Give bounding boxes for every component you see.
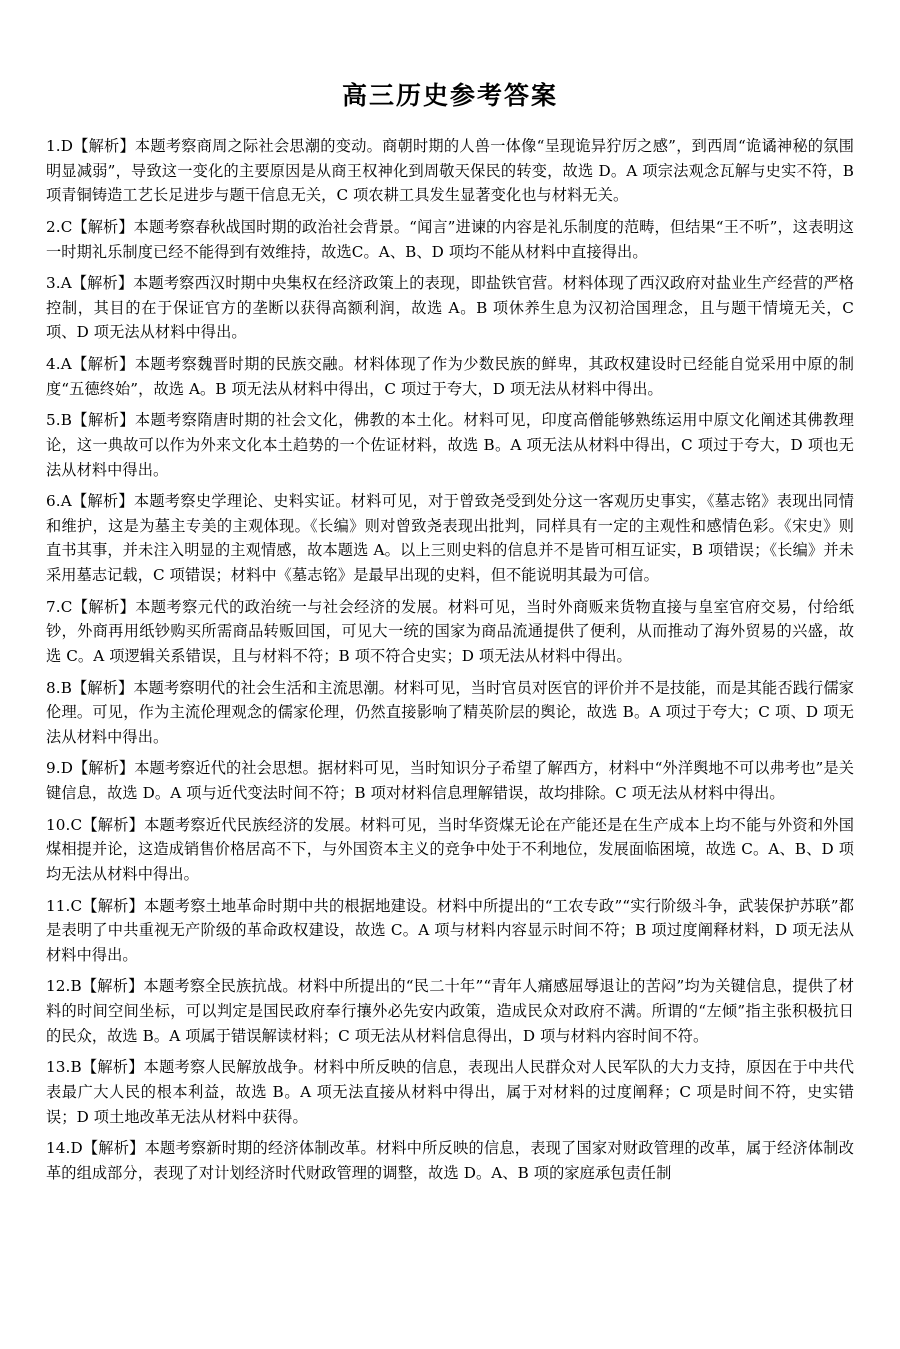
page-title: 高三历史参考答案: [341, 81, 558, 110]
answer-item: 12.B【解析】本题考察全民族抗战。材料中所提出的“民二十年”“青年人痛感屈辱退让的苦闷”均为关键信息，提供了材料的时间空间坐标，可以判定是国民政府奉行攘外必先安内政策，造成民众对政府不满。所谓的“左倾”指主张积极抗日的民众，故选 B。A 项属于错误解读材料；C 项无法从材料信息得出，D 项与材料内容时间不符。: [46, 977, 854, 1045]
answer-item: 2.C【解析】本题考察春秋战国时期的政治社会背景。“闻言”进谏的内容是礼乐制度的范畴，但结果“王不听”，这表明这一时期礼乐制度已经不能得到有效维持，故选C。A、B、D 项均不能从材料中直接得出。: [46, 217, 854, 261]
answer-item: 5.B【解析】本题考察隋唐时期的社会文化，佛教的本土化。材料可见，印度高僧能够熟练运用中原文化阐述其佛教理论，这一典故可以作为外来文化本土趋势的一个佐证材料，故选 B。A 项无法从材料中得出，C 项过于夸大，D 项也无法从材料中得出。: [46, 411, 854, 479]
answer-item: 13.B【解析】本题考察人民解放战争。材料中所反映的信息，表现出人民群众对人民军队的大力支持，原因在于中共代表最广大人民的根本利益，故选 B。A 项无法直接从材料中得出，属于对材料的过度阐释；C 项是时间不符，史实错误；D 项土地改革无法从材料中获得。: [46, 1058, 854, 1126]
answer-item: 9.D【解析】本题考察近代的社会思想。据材料可见，当时知识分子希望了解西方，材料中“外洋舆地不可以弗考也”是关键信息，故选 D。A 项与近代变法时间不符；B 项对材料信息理解错误，故均排除。C 项无法从材料中得出。: [46, 759, 854, 802]
answer-item: 14.D【解析】本题考察新时期的经济体制改革。材料中所反映的信息，表现了国家对财政管理的改革，属于经济体制改革的组成部分，表现了对计划经济时代财政管理的调整，故选 D。A、B 项的家庭承包责任制: [46, 1139, 854, 1182]
answer-item: 10.C【解析】本题考察近代民族经济的发展。材料可见，当时华资煤无论在产能还是在生产成本上均不能与外资和外国煤相提并论，这造成销售价格居高不下，与外国资本主义的竞争中处于不利地位，发展面临困境，故选 C。A、B、D 项均无法从材料中得出。: [46, 815, 854, 883]
answer-list: [46, 134, 854, 1185]
answer-item: 6.A【解析】本题考察史学理论、史料实证。材料可见，对于曾致尧受到处分这一客观历史事实，《墓志铭》表现出同情和维护，这是为墓主专美的主观体现。《长编》则对曾致尧表现出批判，同样具有一定的主观性和感情色彩。《宋史》则直书其事，并未注入明显的主观情感，故本题选 A。以上三则史料的信息并不是皆可相互证实，B 项错误；《长编》并未采用墓志记载，C 项错误；材料中《墓志铭》是最早出现的史料，但不能说明其最为可信。: [46, 492, 854, 584]
answer-item: 8.B【解析】本题考察明代的社会生活和主流思潮。材料可见，当时官员对医官的评价并不是技能，而是其能否践行儒家伦理。可见，作为主流伦理观念的儒家伦理，仍然直接影响了精英阶层的舆论，故选 B。A 项过于夸大；C 项、D 项无法从材料中得出。: [46, 678, 854, 746]
answer-item: 11.C【解析】本题考察土地革命时期中共的根据地建设。材料中所提出的“工农专政”“实行阶级斗争，武装保护苏联”都是表明了中共重视无产阶级的革命政权建设，故选 C。A 项与材料内容显示时间不符；B 项过度阐释材料，D 项无法从材料中得出。: [46, 896, 854, 964]
answer-item: 4.A【解析】本题考察魏晋时期的民族交融。材料体现了作为少数民族的鲜卑，其政权建设时已经能自觉采用中原的制度“五德终始”，故选 A。B 项无法从材料中得出，C 项过于夸大，D 项无法从材料中得出。: [46, 355, 854, 398]
answer-item: 7.C【解析】本题考察元代的政治统一与社会经济的发展。材料可见，当时外商贩来货物直接与皇室官府交易，付给纸钞，外商再用纸钞购买所需商品转贩回国，可见大一统的国家为商品流通提供了便利，从而推动了海外贸易的兴盛，故选 C。A 项逻辑关系错误，且与材料不符；B 项不符合史实；D 项无法从材料中得出。: [46, 597, 854, 665]
answer-item: 3.A【解析】本题考察西汉时期中央集权在经济政策上的表现，即盐铁官营。材料体现了西汉政府对盐业生产经营的严格控制，其目的在于保证官方的垄断以获得高额利润，故选 A。B 项休养生息为汉初洽国理念，且与题干情境无关，C 项、D 项无法从材料中得出。: [46, 274, 854, 342]
answer-item: 1.D【解析】本题考察商周之际社会思潮的变动。商朝时期的人兽一体像“呈现诡异狞厉之感”，到西周“诡谲神秘的氛围明显减弱”，导致这一变化的主要原因是从商王权神化到周敬天保民的转变，故选 D。A 项宗法观念瓦解与史实不符，B 项青铜铸造工艺长足进步与题干信息无关，C 项农耕工具发生显著变化也与材料无关。: [46, 137, 854, 205]
